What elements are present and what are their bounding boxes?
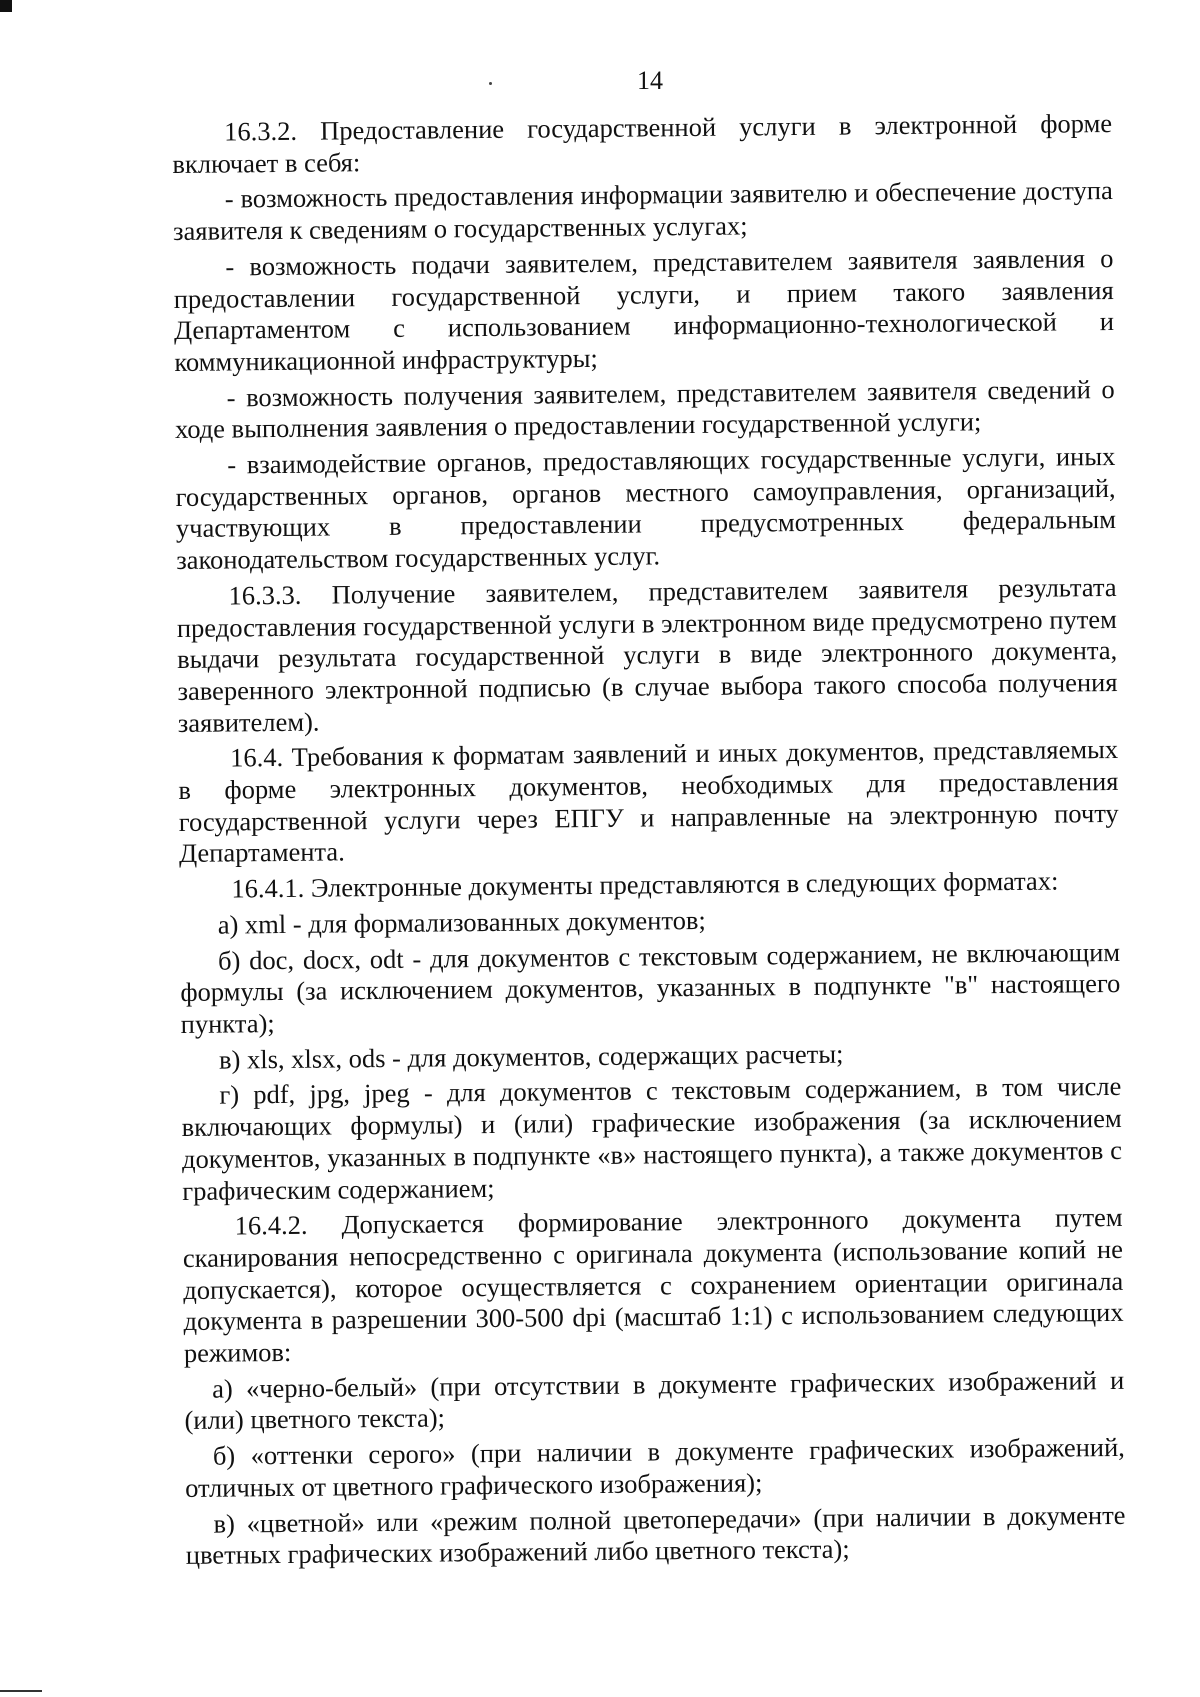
clause-16-4-1: 16.4.1. Электронные документы представляются в следующих форматах: [231,865,1059,904]
format-item-v: в) xls, xlsx, ods - для документов, содержащих расчеты; [218,1038,844,1075]
scan-mode-v: в) «цветной» или «режим полной цветопередачи» (при наличии в документе цветных графических изображений либо цветного текста); [185,1499,1126,1571]
clause-16-4-2: 16.4.2. Допускается формирование электронного документа путем сканирования непосредственно с оригинала документа (использование копий не допускается), которое осуществляется с сохранением ориентации оригинала документа в разрешении 300-500 dpi (масштаб 1:1) с использованием следующих режимов: [182,1202,1124,1368]
bullet-item: - возможность предоставления информации заявителю и обеспечение доступа заявителя к сведениям о государственных услугах; [172,175,1113,247]
bullet-item: - возможность получения заявителем, представителем заявителя сведений о ходе выполнения заявления о предоставлении государственной услуги; [174,373,1115,445]
scan-edge-rule [0,1690,42,1692]
format-item-b: б) doc, docx, odt - для документов с текстовым содержанием, не включающим формулы (за исключением документов, указанных в подпункте "в" настоящего пункта); [180,936,1121,1039]
bullet-item: - взаимодействие органов, предоставляющих государственные услуги, иных государственных органов, органов местного самоуправления, организаций, участвующих в предоставлении предусмотренных федеральным законодательством государственных услуг. [175,440,1117,576]
format-item-a: а) xml - для формализованных документов; [217,904,706,940]
scan-corner-mark [0,0,12,12]
clause-16-3-2: 16.3.2. Предоставление государственной услуги в электронной форме включает в себя: [172,107,1113,179]
scan-mode-a: а) «черно-белый» (при отсутствии в документе графических изображений и (или) цветного текста); [184,1364,1125,1436]
scan-mode-b: б) «оттенки серого» (при наличии в документе графических изображений, отличных от цветного графического изображения); [185,1432,1125,1503]
format-item-g: г) pdf, jpg, jpeg - для документов с текстовым содержанием, в том числе включающих формулы) и (или) графические изображения (за исключением документов, указанных в подпункте «в» настоящего пункта), а также документов с графическим содержанием; [181,1071,1123,1206]
clause-16-3-3: 16.3.3. Получение заявителем, представителем заявителя результата предоставления государственной услуги в электронном виде предусмотрено путем выдачи результата государственной услуги в виде электронного документа, заверенного электронной подписью (в случае выбора такого способа получения заявителем). [176,571,1118,738]
page-number: 14 [637,66,663,95]
document-body [172,108,1126,1576]
bullet-item: - возможность подачи заявителем, представителем заявителя заявления о предоставлении государственной услуги, и прием такого заявления Департаментом с использованием информационно-технологической и коммуникационной инфраструктуры; [173,242,1115,377]
clause-16-4: 16.4. Требования к форматам заявлений и иных документов, представляемых в форме электронных документов, необходимых для предоставления государственной услуги через ЕПГУ и направленные на электронную почту Департамента. [178,734,1119,869]
